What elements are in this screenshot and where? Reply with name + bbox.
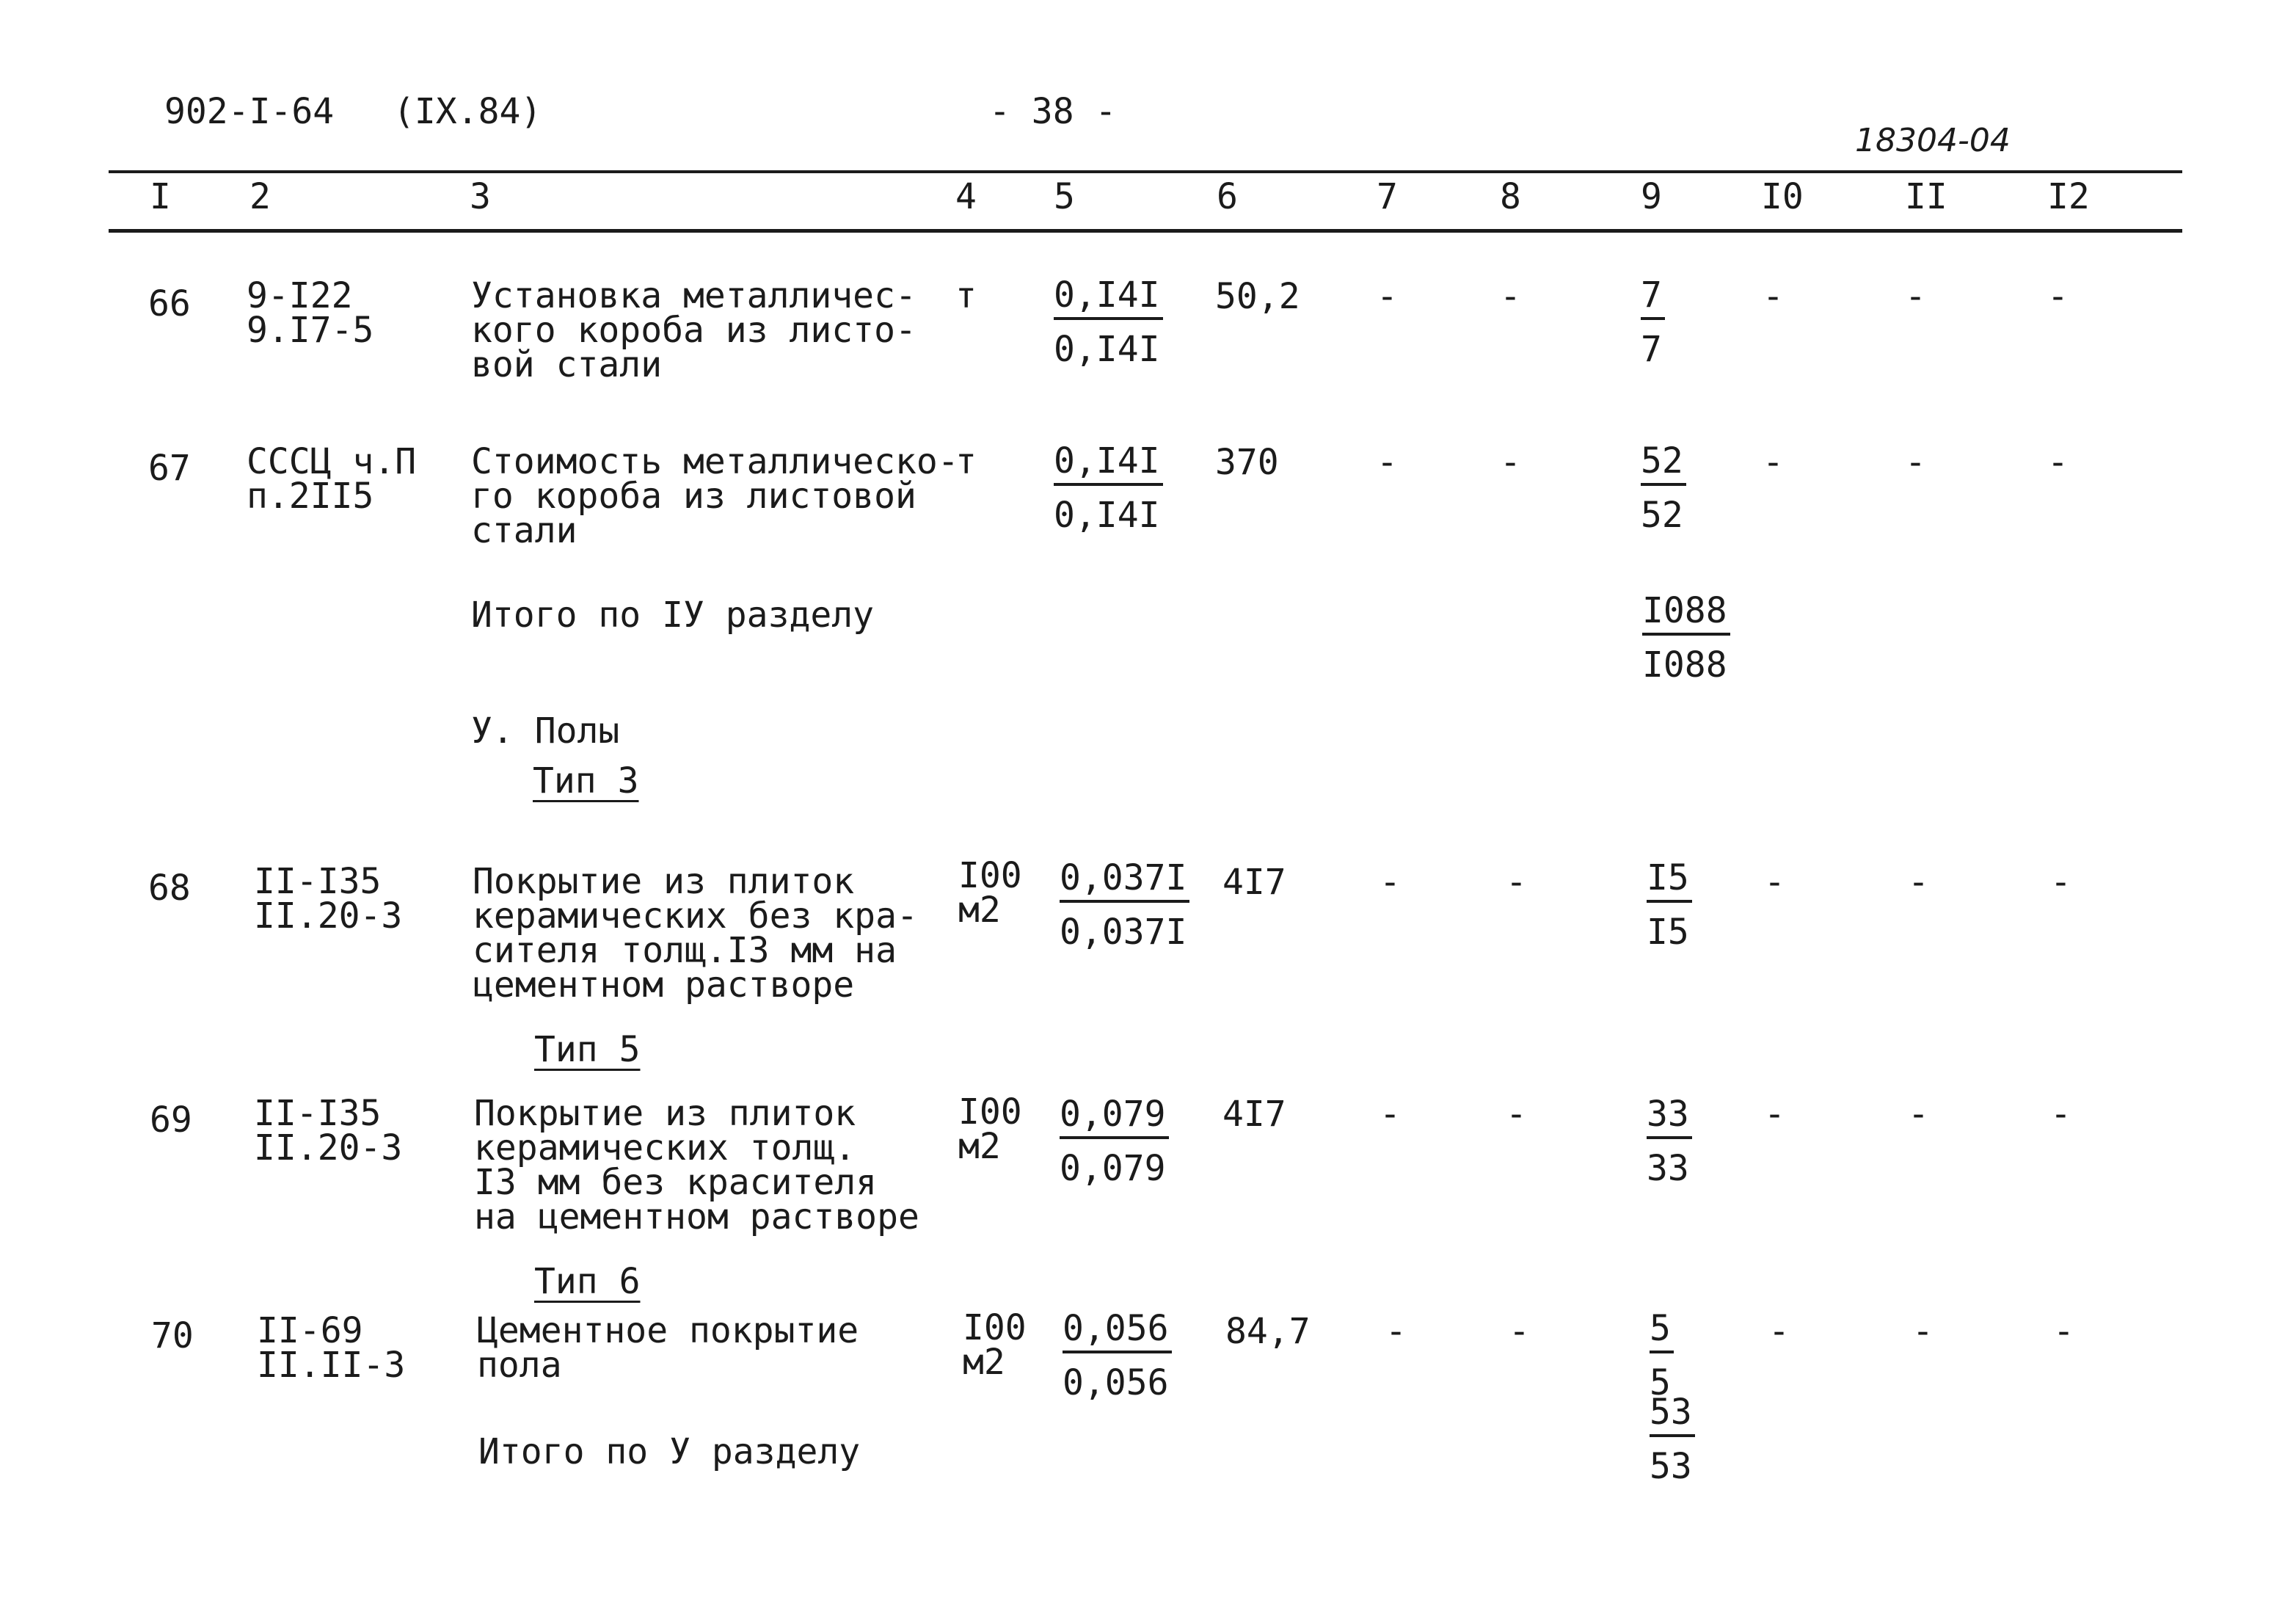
- column-header: I2: [2047, 176, 2090, 217]
- section-total-label: Итого по У разделу: [478, 1431, 861, 1472]
- section-total-fraction: [1642, 590, 1730, 686]
- column-header: 6: [1217, 176, 1238, 217]
- quantity-numerator: 0,I4I: [1054, 443, 1163, 486]
- norm-code-line: II-I35: [254, 1093, 382, 1134]
- column-header: 3: [470, 176, 491, 217]
- total-denominator: 7: [1641, 329, 1662, 370]
- quantity-denominator: 0,037I: [1060, 912, 1187, 953]
- cell-dash: -: [2047, 276, 2069, 317]
- row-number: 69: [150, 1099, 192, 1141]
- norm-code-line: 9-I22: [247, 275, 353, 316]
- cell-dash: -: [1764, 1094, 1785, 1135]
- total-denominator: 5: [1650, 1362, 1671, 1403]
- section-total-numerator: 53: [1650, 1395, 1695, 1437]
- norm-code-line: СССЦ ч.П: [247, 441, 417, 482]
- column-header: 9: [1641, 176, 1662, 217]
- subsection-type-6: Тип 6: [534, 1261, 641, 1302]
- norm-code: [247, 441, 417, 517]
- norm-code-line: II.20-3: [254, 1127, 403, 1168]
- cell-dash: -: [1912, 1311, 1934, 1352]
- archive-stamp: 18304-04: [1855, 122, 2011, 159]
- norm-code: [254, 861, 403, 937]
- total-fraction: [1650, 1308, 1674, 1403]
- subsection-type-3: Тип 3: [533, 760, 639, 801]
- norm-code-line: 9.I7-5: [247, 310, 374, 351]
- table-top-rule: [109, 170, 2182, 173]
- cell-dash: -: [1380, 1094, 1401, 1135]
- quantity-numerator: 0,056: [1063, 1311, 1172, 1353]
- total-fraction: [1647, 1094, 1692, 1189]
- cell-dash: -: [1905, 276, 1926, 317]
- work-description: Установка металличес- кого короба из листо- вой стали: [471, 275, 916, 385]
- column-header: 4: [955, 176, 977, 217]
- total-fraction: [1641, 275, 1665, 370]
- quantity-fraction: [1054, 440, 1163, 536]
- norm-code-line: II-69: [257, 1310, 363, 1351]
- row-number: 66: [148, 283, 191, 324]
- cell-dash: -: [1506, 1094, 1527, 1135]
- section-total-label: Итого по IУ разделу: [471, 595, 875, 636]
- work-description: Покрытие из плиток керамических толщ. I3 мм без красителя на цементном растворе: [474, 1093, 919, 1237]
- subsection-type-5: Тип 5: [534, 1029, 641, 1070]
- column-header: 7: [1377, 176, 1398, 217]
- cell-dash: -: [1509, 1311, 1530, 1352]
- row-number: 68: [148, 868, 191, 909]
- norm-code-line: II-I35: [254, 861, 382, 902]
- total-denominator: 33: [1647, 1148, 1689, 1189]
- unit-price: 4I7: [1222, 862, 1286, 903]
- page-number: - 38 -: [989, 91, 1117, 132]
- norm-code: [254, 1093, 403, 1168]
- unit: I00 м2: [963, 1307, 1027, 1383]
- quantity-fraction: [1060, 1094, 1169, 1189]
- row-number: 70: [151, 1315, 194, 1356]
- quantity-denominator: 0,I4I: [1054, 495, 1160, 536]
- quantity-denominator: 0,056: [1063, 1362, 1169, 1403]
- table-header-rule: [109, 229, 2182, 233]
- document-code: 902-I-64: [164, 91, 335, 132]
- unit: т: [955, 441, 977, 482]
- total-fraction: [1641, 440, 1686, 536]
- cell-dash: -: [1500, 276, 1521, 317]
- cell-dash: -: [1908, 862, 1929, 903]
- cell-dash: -: [1377, 276, 1398, 317]
- total-fraction: [1647, 857, 1692, 953]
- work-description: Цементное покрытие пола: [477, 1310, 859, 1386]
- cell-dash: -: [1380, 862, 1401, 903]
- row-number: 67: [148, 448, 191, 489]
- total-denominator: I5: [1647, 912, 1689, 953]
- document-date: (IX.84): [393, 91, 542, 132]
- unit-price: 4I7: [1222, 1094, 1286, 1135]
- cell-dash: -: [1763, 442, 1784, 483]
- cell-dash: -: [1500, 442, 1521, 483]
- column-header: 8: [1500, 176, 1521, 217]
- cell-dash: -: [2050, 1094, 2071, 1135]
- total-numerator: 5: [1650, 1311, 1674, 1353]
- cell-dash: -: [1764, 862, 1785, 903]
- section-total-denominator: I088: [1642, 644, 1727, 686]
- norm-code: [257, 1310, 406, 1386]
- section-total-fraction: [1650, 1392, 1695, 1487]
- quantity-fraction: [1063, 1308, 1172, 1403]
- unit-price: 50,2: [1215, 276, 1300, 317]
- total-numerator: 33: [1647, 1097, 1692, 1139]
- cell-dash: -: [1768, 1311, 1790, 1352]
- column-header: II: [1905, 176, 1947, 217]
- cell-dash: -: [2053, 1311, 2074, 1352]
- quantity-numerator: 0,037I: [1060, 860, 1189, 903]
- column-header: I0: [1761, 176, 1804, 217]
- section-total-denominator: 53: [1650, 1446, 1692, 1487]
- norm-code: [247, 275, 374, 351]
- section-title: У. Полы: [471, 710, 620, 752]
- quantity-numerator: 0,079: [1060, 1097, 1169, 1139]
- quantity-numerator: 0,I4I: [1054, 277, 1163, 320]
- cell-dash: -: [1905, 442, 1926, 483]
- quantity-fraction: [1054, 275, 1163, 370]
- work-description: Покрытие из плиток керамических без кра- сителя толщ.I3 мм на цементном растворе: [473, 861, 918, 1006]
- column-header: 2: [249, 176, 271, 217]
- column-header: 5: [1054, 176, 1075, 217]
- section-total-numerator: I088: [1642, 593, 1730, 636]
- unit-price: 370: [1215, 442, 1279, 483]
- quantity-denominator: 0,079: [1060, 1148, 1166, 1189]
- cell-dash: -: [1908, 1094, 1929, 1135]
- total-numerator: I5: [1647, 860, 1692, 903]
- cell-dash: -: [1385, 1311, 1407, 1352]
- norm-code-line: II.II-3: [257, 1345, 406, 1386]
- total-numerator: 7: [1641, 277, 1665, 320]
- quantity-fraction: [1060, 857, 1189, 953]
- cell-dash: -: [2050, 862, 2071, 903]
- unit: I00 м2: [958, 855, 1022, 931]
- unit: т: [955, 275, 977, 316]
- total-numerator: 52: [1641, 443, 1686, 486]
- quantity-denominator: 0,I4I: [1054, 329, 1160, 370]
- cell-dash: -: [2047, 442, 2069, 483]
- total-denominator: 52: [1641, 495, 1683, 536]
- unit: I00 м2: [958, 1091, 1022, 1167]
- work-description: Стоимость металлическо- го короба из листовой стали: [471, 441, 959, 551]
- norm-code-line: п.2II5: [247, 476, 374, 517]
- cell-dash: -: [1377, 442, 1398, 483]
- cell-dash: -: [1506, 862, 1527, 903]
- norm-code-line: II.20-3: [254, 895, 403, 937]
- cell-dash: -: [1763, 276, 1784, 317]
- column-header: I: [150, 176, 171, 217]
- unit-price: 84,7: [1225, 1311, 1311, 1352]
